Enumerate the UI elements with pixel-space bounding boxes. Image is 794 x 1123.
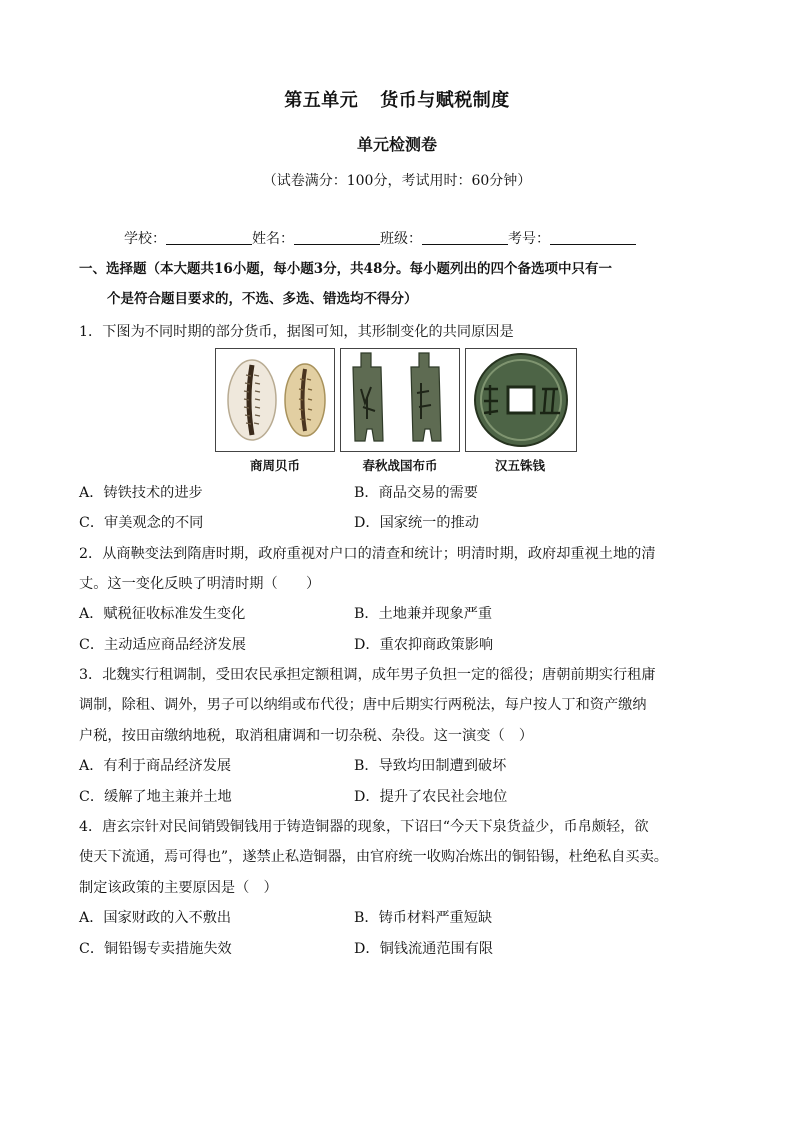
exam-meta: （试卷满分：100分，考试用时：60分钟） [262,173,532,189]
question-3-stem-line3: 户税，按田亩缴纳地税，取消租庸调和一切杂税、杂役。这一演变（ ） [79,728,534,744]
image-caption-wuzhu: 汉五铢钱 [494,458,545,473]
question-2-stem-line2: 丈。这一变化反映了明清时期（ ） [79,576,321,592]
unit-label: 第五单元 [284,90,359,111]
q1-option-c[interactable]: C．审美观念的不同 [79,515,204,531]
q1-option-b[interactable]: B．商品交易的需要 [354,485,478,501]
student-info-row [124,228,636,248]
question-3-stem-line2: 调制，除租、调外，男子可以纳绢或布代役；唐中后期实行两税法，每户按人丁和资产缴纳 [79,697,647,713]
q3-option-c[interactable]: C．缓解了地主兼并土地 [79,789,232,805]
image-caption-spade: 春秋战国布币 [362,458,438,473]
q4-option-c[interactable]: C．铜铅锡专卖措施失效 [79,941,232,957]
spade-coins-image [340,348,460,452]
wuzhu-coin-image [465,348,577,452]
school-label: 学校： [124,231,166,247]
q4-option-d[interactable]: D．铜钱流通范围有限 [354,941,494,957]
q2-option-d[interactable]: D．重农抑商政策影响 [354,637,494,653]
name-label: 姓名： [252,231,294,247]
section-heading-line1: 一、选择题（本大题共16小题，每小题3分，共48分。每小题列出的四个备选项中只有一 [79,261,612,277]
question-4-stem-line2: 使天下流通，焉可得也”，遂禁止私造铜器，由官府统一收购冶炼出的铜铅锡，杜绝私自买卖。 [79,849,668,865]
q2-option-b[interactable]: B．土地兼并现象严重 [354,606,493,622]
unit-topic: 货币与赋税制度 [380,90,510,111]
class-field[interactable] [422,230,508,245]
page-title [0,86,794,112]
question-4-stem-line3: 制定该政策的主要原因是（ ） [79,880,278,896]
cowrie-shells-image [215,348,335,452]
q1-option-d[interactable]: D．国家统一的推动 [354,515,479,531]
exam-number-field[interactable] [550,230,636,245]
class-label: 班级： [380,231,422,247]
q2-option-c[interactable]: C．主动适应商品经济发展 [79,637,246,653]
question-1-stem: 1．下图为不同时期的部分货币，据图可知，其形制变化的共同原因是 [79,324,514,340]
question-2-stem-line1: 2．从商鞅变法到隋唐时期，政府重视对户口的清查和统计；明清时期，政府却重视土地的清 [79,546,656,562]
q3-option-a[interactable]: A．有利于商品经济发展 [79,758,232,774]
spade-coins-icon [341,349,459,451]
name-field[interactable] [294,230,380,245]
exam-number-label: 考号： [508,231,550,247]
q4-option-a[interactable]: A．国家财政的入不敷出 [79,910,232,926]
q3-option-b[interactable]: B．导致均田制遭到破坏 [354,758,507,774]
section-heading-line2: 个是符合题目要求的，不选、多选、错选均不得分） [107,291,418,307]
section-heading [79,254,719,314]
q1-option-a[interactable]: A．铸铁技术的进步 [79,485,203,501]
question-3-stem-line1: 3．北魏实行租调制，受田农民承担定额租调，成年男子负担一定的徭役；唐朝前期实行租庸 [79,667,656,683]
school-field[interactable] [166,230,252,245]
wuzhu-coin-icon [466,349,576,451]
image-caption-cowrie: 商周贝币 [249,458,300,473]
page-subtitle: 单元检测卷 [356,135,437,154]
cowrie-shells-icon [216,349,334,451]
q2-option-a[interactable]: A．赋税征收标准发生变化 [79,606,246,622]
question-4-stem-line1: 4．唐玄宗针对民间销毁铜钱用于铸造铜器的现象，下诏曰“今天下泉货益少，币帛颇轻，欲 [79,819,649,835]
q3-option-d[interactable]: D．提升了农民社会地位 [354,789,508,805]
q4-option-b[interactable]: B．铸币材料严重短缺 [354,910,493,926]
